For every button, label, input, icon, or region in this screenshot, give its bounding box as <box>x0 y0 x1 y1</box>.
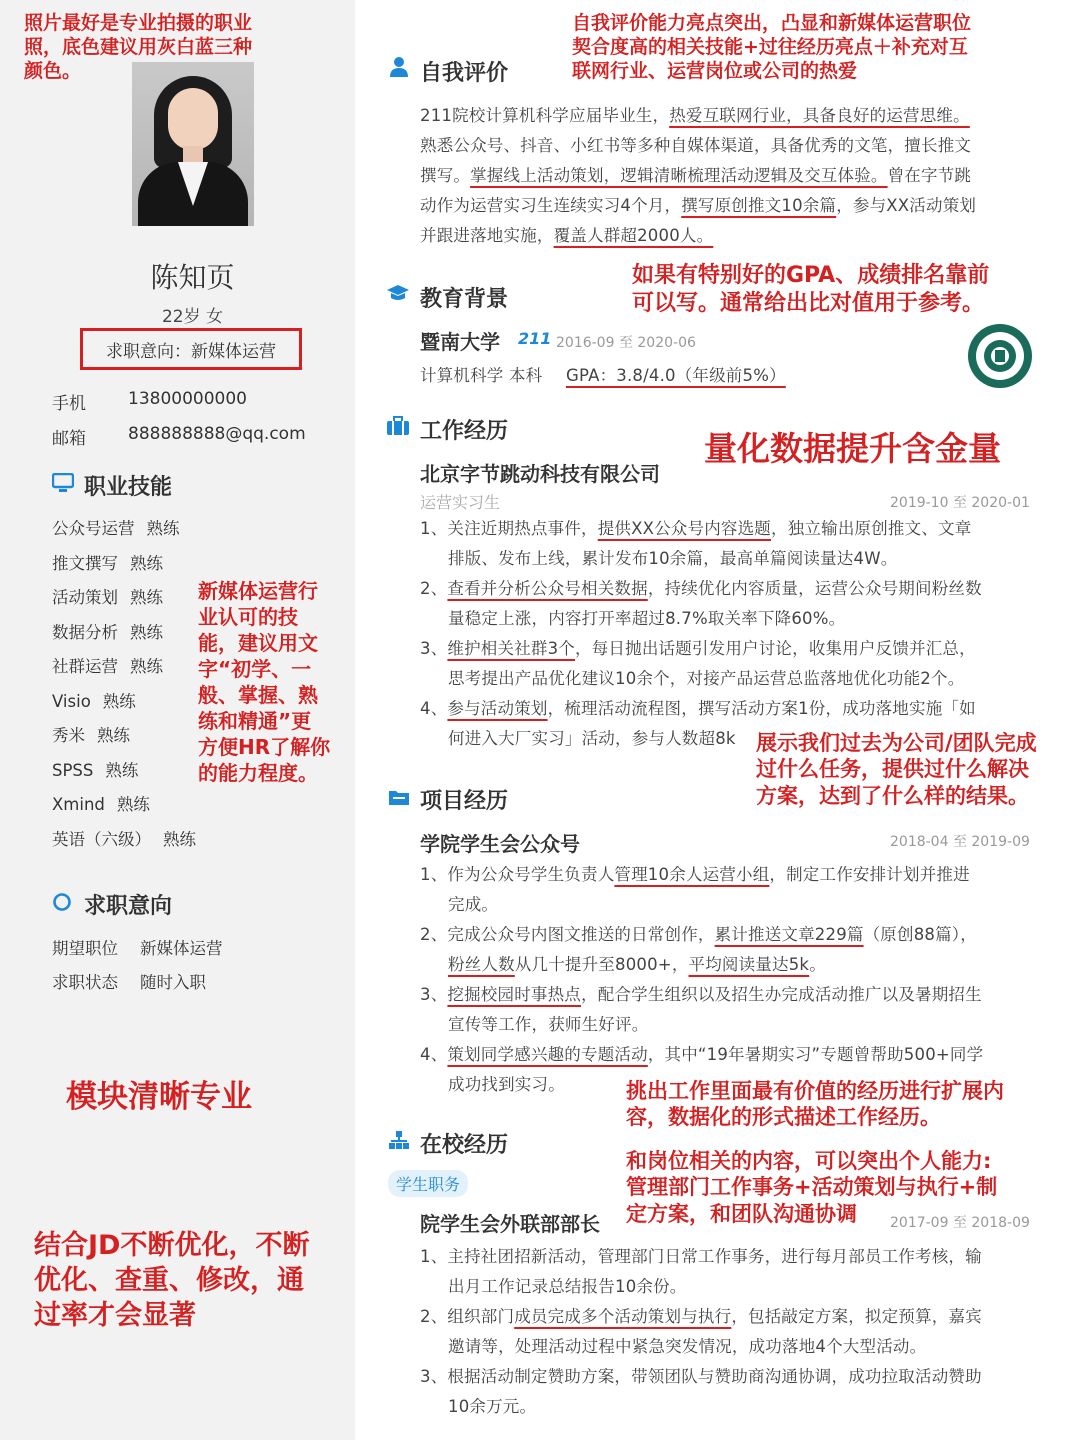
skill-name: 数据分析 <box>52 622 118 642</box>
school-name: 暨南大学 <box>420 330 500 354</box>
note-related: 和岗位相关的内容，可以突出个人能力: 管理部门工作事务+活动策划与执行+制 定方案，和团队沟通协调 <box>626 1149 998 1226</box>
text-segment: 粉丝人数 <box>448 955 515 974</box>
text-segment: 邀请等，处理活动过程中紧急突发情况，成功落地4个大型活动。 <box>448 1337 927 1356</box>
text-segment: 查看并分析公众号相关数据 <box>447 579 648 598</box>
text-segment: ，配合学生组织以及招生办完成活动推广以及暑期招生 <box>581 985 982 1004</box>
intention-text: 求职意向：新媒体运营 <box>106 342 276 362</box>
campus-tag: 学生职务 <box>388 1170 468 1197</box>
campus-dates: 2017-09 至 2018-09 <box>890 1215 1030 1231</box>
text-segment: 管理10余人运营小组 <box>614 865 770 884</box>
education-title: 教育背景 <box>420 287 509 312</box>
text-line <box>420 1041 983 1065</box>
school-tag: 211 <box>518 329 552 348</box>
text-segment: 3、 <box>420 985 448 1004</box>
skill-name: 活动策划 <box>52 588 118 607</box>
skill-level: 熟练 <box>146 519 180 538</box>
text-segment: 挖掘校园时事热点 <box>447 985 582 1004</box>
skill-row <box>52 619 163 643</box>
org-chart-icon <box>388 1130 410 1150</box>
email-label: 邮箱 <box>52 429 86 449</box>
major-degree: 计算机科学 本科 <box>420 366 543 385</box>
text-line <box>448 1393 536 1417</box>
text-segment: ，其中“19年暑期实习”专题曾帮助500+同学 <box>647 1045 984 1064</box>
skill-level: 熟练 <box>97 726 130 745</box>
candidate-name: 陈知页 <box>150 261 235 294</box>
folder-icon <box>388 788 410 806</box>
text-line <box>448 1273 687 1297</box>
university-logo <box>966 322 1034 390</box>
skills-title: 职业技能 <box>84 475 173 500</box>
text-line <box>420 861 970 885</box>
text-segment: 撰写原创推文10余篇 <box>681 196 837 215</box>
target-icon <box>52 892 72 912</box>
graduation-cap-icon <box>386 284 410 302</box>
text-line <box>420 132 971 156</box>
skill-row <box>52 757 138 781</box>
note-module: 模块清晰专业 <box>66 1079 252 1115</box>
project-title: 项目经历 <box>420 789 509 814</box>
text-segment: ，制定工作安排计划并推进 <box>769 865 970 884</box>
note-self-eval: 自我评价能力亮点突出，凸显和新媒体运营职位 契合度高的相关技能+过往经历亮点＋补充对互 联网行业、运营岗位或公司的热爱 <box>572 12 972 82</box>
text-line <box>420 102 970 126</box>
text-segment: 4、 <box>420 1045 448 1064</box>
text-line <box>420 575 982 599</box>
text-line <box>448 1071 565 1095</box>
gpa-value: GPA：3.8/4.0（年级前5%） <box>566 366 786 385</box>
skill-name: 推文撰写 <box>52 553 118 573</box>
text-segment: 策划同学感兴趣的专题活动 <box>447 1045 648 1064</box>
skill-level: 熟练 <box>130 657 163 676</box>
age-gender: 22岁 女 <box>161 307 224 327</box>
text-segment: ，独立输出原创推文、文章 <box>771 519 972 538</box>
monitor-icon <box>52 473 74 493</box>
note-valuable: 挑出工作里面最有价值的经历进行扩展内 容，数据化的形式描述工作经历。 <box>626 1079 1004 1130</box>
work-dates: 2019-10 至 2020-01 <box>890 495 1030 511</box>
skill-name: 社群运营 <box>52 657 118 676</box>
text-line <box>420 192 976 216</box>
text-segment: 何进入大厂实习」活动，参与人数超8k <box>448 729 736 748</box>
education-dates: 2016-09 至 2020-06 <box>556 335 696 351</box>
text-line <box>420 635 976 659</box>
text-segment: 提供XX公众号内容选题 <box>597 519 772 538</box>
text-segment: 累计推送文章229篇 <box>714 925 864 944</box>
skill-name: Visio <box>52 691 91 711</box>
skill-name: 公众号运营 <box>52 519 135 538</box>
skill-row <box>52 515 180 539</box>
skill-row <box>52 826 196 850</box>
text-line <box>448 951 826 975</box>
note-optimize: 结合JD不断优化，不断 优化、查重、修改，通 过率才会显著 <box>34 1230 310 1332</box>
text-segment: 维护相关社群3个 <box>447 639 576 658</box>
note-quant: 量化数据提升含金量 <box>704 429 1001 468</box>
job-status-value: 随时入职 <box>140 973 206 992</box>
text-line <box>420 1363 982 1387</box>
campus-title: 在校经历 <box>420 1133 509 1158</box>
text-segment: 1、作为公众号学生负责人 <box>420 865 615 884</box>
text-segment: ，梳理活动流程图，撰写活动方案1份，成功落地实施「如 <box>547 699 976 718</box>
skill-level: 熟练 <box>105 760 139 780</box>
phone-value: 13800000000 <box>128 389 247 409</box>
skill-row <box>52 550 163 574</box>
text-segment: 曾在字节跳 <box>887 166 972 185</box>
text-segment: 2、完成公众号内图文推送的日常创作， <box>420 925 715 944</box>
text-segment: 从几十提升至8000+， <box>514 955 689 974</box>
expected-position-value: 新媒体运营 <box>140 939 223 958</box>
text-line <box>420 162 971 186</box>
person-icon <box>388 56 410 78</box>
expected-position-label: 期望职位 <box>52 939 118 958</box>
text-segment: ，每日抛出话题引发用户讨论，收集用户反馈并汇总， <box>575 639 976 658</box>
text-line <box>448 891 498 915</box>
text-segment: ，参与XX活动策划 <box>836 196 977 215</box>
campus-position: 院学生会外联部部长 <box>420 1212 600 1236</box>
text-line <box>448 665 964 689</box>
text-segment: 平均阅读量达5k <box>688 955 810 974</box>
briefcase-icon <box>386 416 410 436</box>
skill-row <box>52 722 130 746</box>
email-value: 888888888@qq.com <box>128 424 306 444</box>
note-skills: 新媒体运营行 业认可的技 能，建议用文 字“初学、一 般、掌握、熟 练和精通”更 方便HR了解你 的能力程度。 <box>198 579 331 785</box>
text-line <box>420 981 982 1005</box>
text-segment: 思考提出产品优化建议10余个，对接产品运营总监落地优化功能2个。 <box>448 669 965 688</box>
text-line <box>448 605 845 629</box>
text-segment: 覆盖人群超2000人。 <box>553 226 714 245</box>
job-status-label: 求职状态 <box>52 973 118 992</box>
skill-name: 秀米 <box>52 726 85 745</box>
text-segment: 1、主持社团招新活动，管理部门日常工作事务，进行每月部员工作考核，输 <box>420 1247 982 1266</box>
skill-level: 熟练 <box>163 829 196 849</box>
text-line <box>420 515 971 539</box>
text-segment: 宣传等工作，获师生好评。 <box>448 1015 649 1034</box>
text-segment: 成员完成多个活动策划与执行 <box>514 1307 732 1326</box>
text-segment: 3、 <box>420 639 448 658</box>
project-dates: 2018-04 至 2019-09 <box>890 834 1030 850</box>
text-segment: 出月工作记录总结报告10余份。 <box>448 1277 687 1296</box>
skill-row <box>52 791 150 815</box>
text-segment: 完成。 <box>448 895 499 914</box>
work-role: 运营实习生 <box>420 493 501 512</box>
text-segment: 参与活动策划 <box>447 699 548 718</box>
text-segment: 排版、发布上线，累计发布10余篇，最高单篇阅读量达4W。 <box>448 549 898 568</box>
text-segment: 并跟进落地实施， <box>420 226 554 245</box>
text-segment: 4、 <box>420 699 448 718</box>
skill-name: 英语（六级） <box>52 829 151 849</box>
text-line <box>448 1011 648 1035</box>
text-segment: 。 <box>809 955 826 974</box>
text-segment: ，持续优化内容质量，运营公众号期间粉丝数 <box>647 579 982 598</box>
text-segment: 热爱互联网行业，具备良好的运营思维。 <box>669 106 970 125</box>
text-segment: 211院校计算机科学应届毕业生， <box>420 106 670 125</box>
skill-name: Xmind <box>52 795 105 814</box>
skill-name: SPSS <box>52 760 94 780</box>
text-line <box>420 222 713 246</box>
company-name: 北京字节跳动科技有限公司 <box>420 462 660 486</box>
text-segment: 2、组织部门 <box>420 1307 515 1326</box>
skill-level: 熟练 <box>130 588 163 607</box>
text-line <box>448 545 897 569</box>
text-segment: 1、关注近期热点事件， <box>420 519 598 538</box>
text-line <box>448 1333 926 1357</box>
text-line <box>420 1303 982 1327</box>
text-segment: 掌握线上活动策划，逻辑清晰梳理活动逻辑及交互体验。 <box>470 166 888 185</box>
job-intention-title: 求职意向 <box>84 894 173 919</box>
text-segment: 3、根据活动制定赞助方案，带领团队与赞助商沟通协调，成功拉取活动赞助 <box>420 1367 982 1386</box>
self-eval-title: 自我评价 <box>420 61 509 86</box>
text-segment: 撰写。 <box>420 166 471 185</box>
skill-row <box>52 688 136 712</box>
text-segment: 动作为运营实习生连续实习4个月， <box>420 196 682 215</box>
text-line <box>420 921 977 945</box>
text-line <box>420 695 976 719</box>
phone-label: 手机 <box>52 394 86 414</box>
text-segment: （原创88篇）， <box>863 925 977 944</box>
skill-level: 熟练 <box>130 622 163 642</box>
text-segment: 成功找到实习。 <box>448 1075 565 1094</box>
note-tasks: 展示我们过去为公司/团队完成 过什么任务，提供过什么解决 方案，达到了什么样的结果。 <box>756 731 1037 808</box>
work-title: 工作经历 <box>420 419 509 444</box>
text-segment: 2、 <box>420 579 448 598</box>
skill-level: 熟练 <box>116 795 150 814</box>
skill-level: 熟练 <box>130 553 163 573</box>
skill-row <box>52 653 163 677</box>
text-line <box>448 725 736 749</box>
text-line <box>420 1243 982 1267</box>
skill-row <box>52 584 163 608</box>
skill-level: 熟练 <box>102 691 136 711</box>
text-segment: 熟悉公众号、抖音、小红书等多种自媒体渠道，具备优秀的文笔，擅长推文 <box>420 136 972 155</box>
text-segment: 10余万元。 <box>448 1397 537 1416</box>
text-segment: 量稳定上涨，内容打开率超过8.7%取关率下降60%。 <box>448 609 846 628</box>
note-photo: 照片最好是专业拍摄的职业 照，底色建议用灰白蓝三种 颜色。 <box>24 12 253 82</box>
profile-photo <box>132 62 254 226</box>
text-segment: ，包括敲定方案，拟定预算，嘉宾 <box>731 1307 982 1326</box>
note-gpa: 如果有特别好的GPA、成绩排名靠前 可以写。通常给出比对值用于参考。 <box>632 263 990 316</box>
project-name: 学院学生会公众号 <box>420 832 580 856</box>
